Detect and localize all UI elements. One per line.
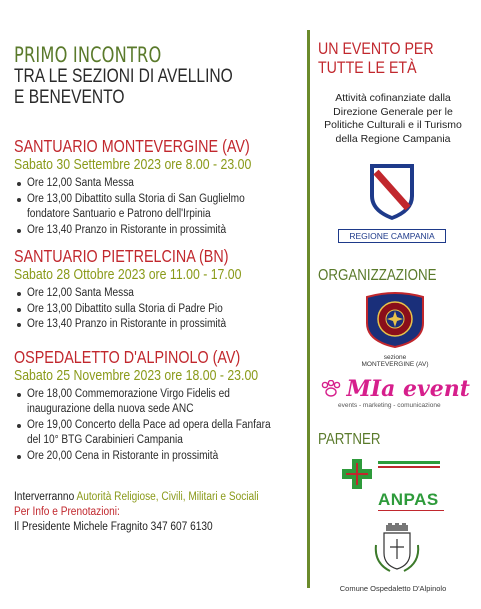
- event-pietrelcina: [14, 246, 304, 333]
- event-slogan-line2: TUTTE LE ETÀ: [318, 59, 417, 77]
- anpas-subtitle-rule: [378, 510, 444, 519]
- program-item: Ore 13,40 Pranzo in Ristorante in prossimità: [14, 317, 304, 333]
- program-item: Ore 20,00 Cena in Ristorante in prossimità: [14, 449, 304, 465]
- partner-heading: PARTNER: [318, 431, 381, 448]
- paw-print-icon: [320, 380, 342, 398]
- anc-caption: sezione MONTEVERGINE (AV): [361, 354, 429, 368]
- regione-campania-crest-icon: [338, 162, 446, 226]
- event-title: OSPEDALETTO D'ALPINOLO (AV): [14, 346, 241, 367]
- page-subtitle-line2: E BENEVENTO: [14, 87, 125, 108]
- page-title: PRIMO INCONTRO: [14, 43, 162, 67]
- event-title: SANTUARIO MONTEVERGINE (AV): [14, 136, 250, 156]
- event-title: SANTUARIO PIETRELCINA (BN): [14, 246, 229, 266]
- anpas-logo: [338, 457, 448, 519]
- event-slogan-line1: UN EVENTO PER: [318, 40, 434, 58]
- event-program: [14, 286, 304, 333]
- program-item: Ore 18,00 Commemorazione Virgo Fidelis ed inaugurazione della nuova sede ANC: [14, 387, 304, 418]
- event-date: Sabato 30 Settembre 2023 ore 8.00 - 23.00: [14, 156, 252, 173]
- event-ospedaletto: [14, 347, 304, 465]
- program-item: Ore 13,00 Dibattito sulla Storia di Padre Pio: [14, 302, 304, 318]
- event-date: Sabato 28 Ottobre 2023 ore 11.00 - 17.00: [14, 266, 242, 283]
- info-label: Per Info e Prenotazioni:: [14, 506, 120, 518]
- program-item: Ore 13,00 Dibattito sulla Storia di San Guglielmo fondatore Santuario e Patrono dell'Irpinia: [14, 192, 304, 223]
- program-item: Ore 19,00 Concerto della Pace ad opera della Fanfara del 10° BTG Carabinieri Campania: [14, 418, 304, 449]
- miaevent-wordmark: MIa event: [346, 376, 470, 402]
- comune-caption: Comune Ospedaletto D'Alpinolo: [339, 584, 447, 593]
- president-contact: Il Presidente Michele Fragnito 347 607 6130: [14, 521, 213, 533]
- event-program: [14, 387, 304, 465]
- cofinancing-text: Attività cofinanziate dalla Direzione Generale per le Politiche Culturali e il Turismo della Regione Campania: [324, 92, 462, 145]
- anc-logo: [360, 291, 430, 368]
- footer: [14, 490, 304, 535]
- anc-shield-icon: [363, 291, 427, 349]
- column-divider: [307, 30, 310, 588]
- event-date: Sabato 25 Novembre 2023 ore 18.00 - 23.00: [14, 366, 259, 384]
- comune-coat-of-arms-icon: [372, 523, 422, 575]
- program-item: Ore 13,40 Pranzo in Ristorante in prossimità: [14, 223, 304, 239]
- miaevent-logo: [320, 376, 470, 409]
- intervene-line: Interverranno Autorità Religiose, Civili, Militari e Sociali: [14, 491, 259, 503]
- program-item: Ore 12,00 Santa Messa: [14, 176, 304, 192]
- comune-crest: [372, 523, 422, 580]
- miaevent-tagline: events - marketing - comunicazione: [338, 402, 441, 409]
- anpas-wordmark: ANPAS: [378, 490, 439, 509]
- organization-heading: ORGANIZZAZIONE: [318, 267, 437, 284]
- regione-campania-logo: [338, 162, 446, 243]
- program-item: Ore 12,00 Santa Messa: [14, 286, 304, 302]
- right-column: [318, 40, 474, 593]
- event-montevergine: [14, 136, 304, 238]
- region-label: REGIONE CAMPANIA: [338, 229, 446, 243]
- page-subtitle-line1: TRA LE SEZIONI DI AVELLINO: [14, 66, 233, 87]
- event-program: [14, 176, 304, 238]
- left-column: [14, 44, 304, 535]
